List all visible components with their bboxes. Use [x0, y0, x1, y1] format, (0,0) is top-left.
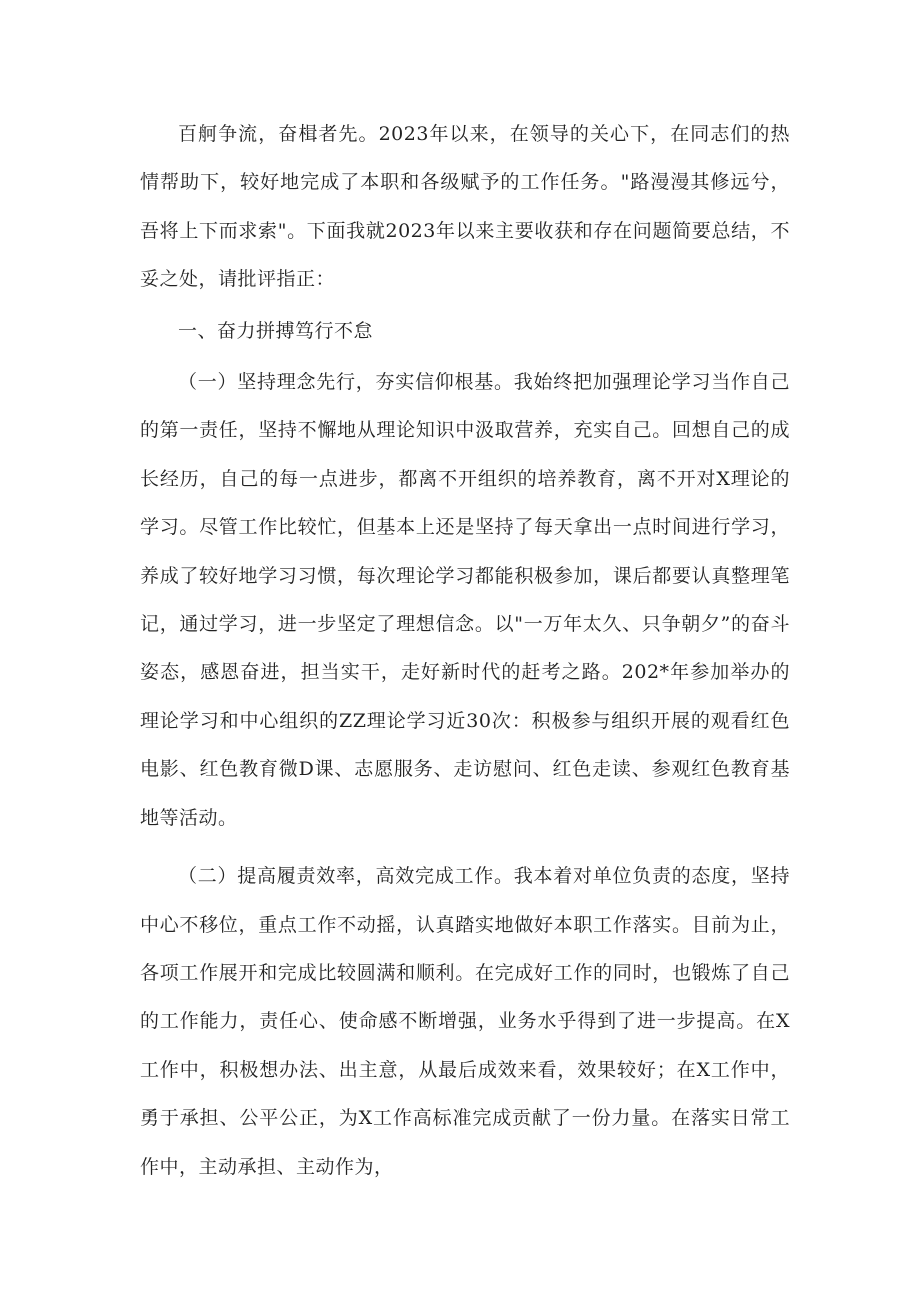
subsection-2-paragraph	[140, 852, 790, 1191]
subsection-1-lead: （一）坚持理念先行，夯实信仰根基。	[178, 371, 514, 394]
intro-paragraph: 百舸争流，奋楫者先。2023年以来，在领导的关心下，在同志们的热情帮助下，较好地完成了本职和各级赋予的工作任务。"路漫漫其修远兮，吾将上下而求索"。下面我就2023年以来主要收获和存在问题简要总结，不妥之处，请批评指正：	[140, 123, 790, 291]
subsection-2-lead: （二）提高履责效率，高效完成工作。	[178, 865, 514, 888]
subsection-1-paragraph	[140, 358, 790, 842]
document-body	[140, 110, 790, 1191]
section-heading: 一、奋力拼搏笃行不怠	[178, 319, 374, 342]
subsection-2-body: 我本着对单位负责的态度，坚持中心不移位，重点工作不动摇，认真踏实地做好本职工作落实。目前为止，各项工作展开和完成比较圆满和顺利。在完成好工作的同时，也锻炼了自己的工作能力，责任心、使命感不断增强，业务水乎得到了进一步提高。在X工作中，积极想办法、出主意，从最后成效来看，效果较好；在X工作中，勇于承担、公平公正，为X工作高标准完成贡献了一份力量。在落实日常工作中，主动承担、主动作为，	[140, 865, 790, 1178]
subsection-1-body: 我始终把加强理论学习当作自己的第一责任，坚持不懈地从理论知识中汲取营养，充实自己。回想自己的成长经历，自己的每一点进步，都离不开组织的培养教育，离不开对X理论的学习。尽管工作比较忙，但基本上还是坚持了每天拿出一点时间进行学习，养成了较好地学习习惯，每次理论学习都能积极参加，课后都要认真整理笔记，通过学习，进一步坚定了理想信念。以"一万年太久、只争朝夕”的奋斗姿态，感恩奋进，担当实干，走好新时代的赶考之路。202*年参加举办的理论学习和中心组织的ZZ理论学习近30次：积极参与组织开展的观看红色电影、红色教育微D课、志愿服务、走访慰问、红色走读、参观红色教育基地等活动。	[140, 371, 790, 829]
